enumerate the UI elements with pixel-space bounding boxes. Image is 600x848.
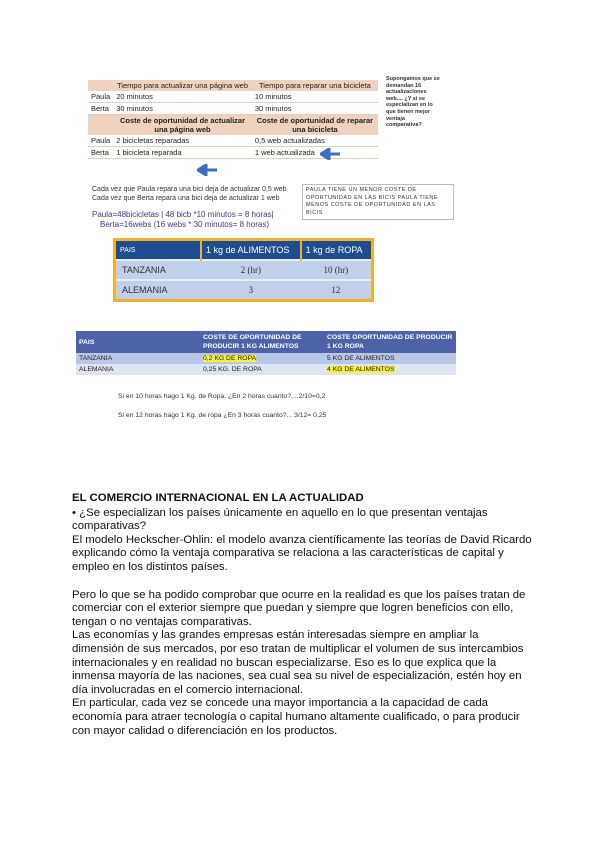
table-header-cell [88,115,113,136]
table-header-cell: Tiempo para actualizar una página web [113,80,252,91]
table-cell: 3 [201,280,301,299]
table-header-cell: Coste de oportunidad de actualizar una página web [113,115,252,136]
table-header-row [76,331,456,353]
table-cell: TANZANIA [76,353,200,364]
table-cell: 12 [301,280,371,299]
table-cell: 20 minutos [113,91,252,103]
table-header-cell [88,80,113,91]
table-cell [324,364,456,375]
table-row [88,91,378,103]
calculation-note: Si en 12 horas hago 1 Kg. de ropa ¿En 3 horas cuanto?... 3/12= 0,25 [118,412,327,419]
left-arrow-icon [197,164,217,176]
table-header-cell: COSTE DE OPORTUNIDAD DE PRODUCIR 1 KG ALIMENTOS [200,331,324,353]
table-header-row [88,115,378,136]
paragraph: Pero lo que se ha podido comprobar que ocurre en la realidad es que los países tratan de comerciar con el exterior siempre que puedan y siempre que logren beneficios con ello, tengan o no ventajas comparativas. [72,588,526,628]
table-cell [200,353,324,364]
table-row [88,103,378,115]
explanation-lines [92,186,287,203]
table-cell: 5 KG DE ALIMENTOS [324,353,456,364]
table-row [116,260,371,280]
table-cell: Paula [88,135,113,147]
table-cell: 30 minutos [113,103,252,115]
text-line: Paula=48bicicletas | 48 bicb *10 minutos = 8 horas| [92,210,274,219]
text-line: Cada vez que Berta repara una bici deja de actualizar 1 web [92,194,280,202]
table-row [116,280,371,299]
table-cell: Berta [88,147,113,159]
table-row [76,353,456,364]
boxed-note: PAULA TIENE UN MENOR COSTE DE OPORTUNIDAD EN LAS BICIS PAULA TIENE MENOS COSTE DE OPORTUNIDAD EN LAS BICIS [302,184,454,220]
calculation-note: Si en 10 horas hago 1 Kg. de Ropa, ¿En 2 horas cuanto?....2/10=0,2 [118,393,326,400]
left-arrow-icon [320,148,340,160]
article-body [72,492,532,738]
table-row [76,364,456,375]
highlighted-value: 4 KG DE ALIMENTOS [327,366,395,373]
table-cell: ALEMANIA [116,280,201,299]
calculation-lines [92,210,274,229]
table-cell: 1 bicicleta reparada [113,147,252,159]
paragraph: • ¿Se especializan los países únicamente en aquello en lo que presentan ventajas comparativas? [72,506,488,533]
table-cell: 0,25 KG. DE ROPA [200,364,324,375]
table-header-cell: Tiempo para reparar una bicicleta [252,80,378,91]
table-header-row [116,241,371,260]
table-header-cell: 1 kg de ALIMENTOS [201,241,301,260]
side-note: Supongamos que se demandan 16 actualizaciones web.... ¿Y si se especializan en lo que tienen mejor ventaja comparativa? [386,76,440,129]
table-header-cell: COSTE OPORTUNIDAD DE PRODUCIR 1 KG ROPA [324,331,456,353]
table-cell: TANZANIA [116,260,201,280]
table-cell: 10 minutos [252,91,378,103]
paragraph: Las economías y las grandes empresas están interesadas siempre en ampliar la dimensión de sus mercados, por eso tratan de multiplicar el volumen de sus intercambios internacionales y en realidad no buscan especializarse. Eso es lo que explica que la inmensa mayoría de las naciones, sea cual sea su nivel de especialización, estén hoy en día involucradas en el comercio internacional. [72,629,524,696]
table-cell: 2 bicicletas reparadas [113,135,252,147]
table-header-cell: 1 kg de ROPA [301,241,371,260]
table-header-cell: Coste de oportunidad de reparar una bicicleta [252,115,378,136]
table-header-cell: PAIS [116,241,201,260]
article-title: EL COMERCIO INTERNACIONAL EN LA ACTUALIDAD [72,492,364,504]
table-cell: 1 web actualizada [252,147,378,159]
text-line: Cada vez que Paula repara una bici deja de actualizar 0,5 web [92,186,287,193]
table-cell: Paula [88,91,113,103]
table-header-cell: PAIS [76,331,200,353]
table-row [88,135,378,147]
hours-table [116,241,371,299]
table-cell: 0,5 web actualizadas [252,135,378,147]
table-cell: ALEMANIA [76,364,200,375]
table-cell: 10 (hr) [301,260,371,280]
table-header-row [88,80,378,91]
text-line: Berta=16webs (16 webs * 30 minutos= 8 horas) [100,219,269,229]
table-cell: Berta [88,103,113,115]
highlighted-value: 0,2 KG DE ROPA [203,355,257,362]
table-cell: 30 minutos [252,103,378,115]
paragraph: El modelo Heckscher-Ohlin: el modelo avanza científicamente las teorías de David Ricardo explicando cómo la ventaja comparativa se relaciona a las características de capital y empleo en los distintos países. [72,533,532,573]
hours-table-frame [113,238,374,302]
table-cell: 2 (hr) [201,260,301,280]
opportunity-cost-table [76,331,456,375]
paragraph: En particular, cada vez se concede una mayor importancia a la capacidad de cada economía para atraer tecnología o capital humano altamente cualificado, o para producir con mayor calidad o diferenciación en los productos. [72,697,520,737]
